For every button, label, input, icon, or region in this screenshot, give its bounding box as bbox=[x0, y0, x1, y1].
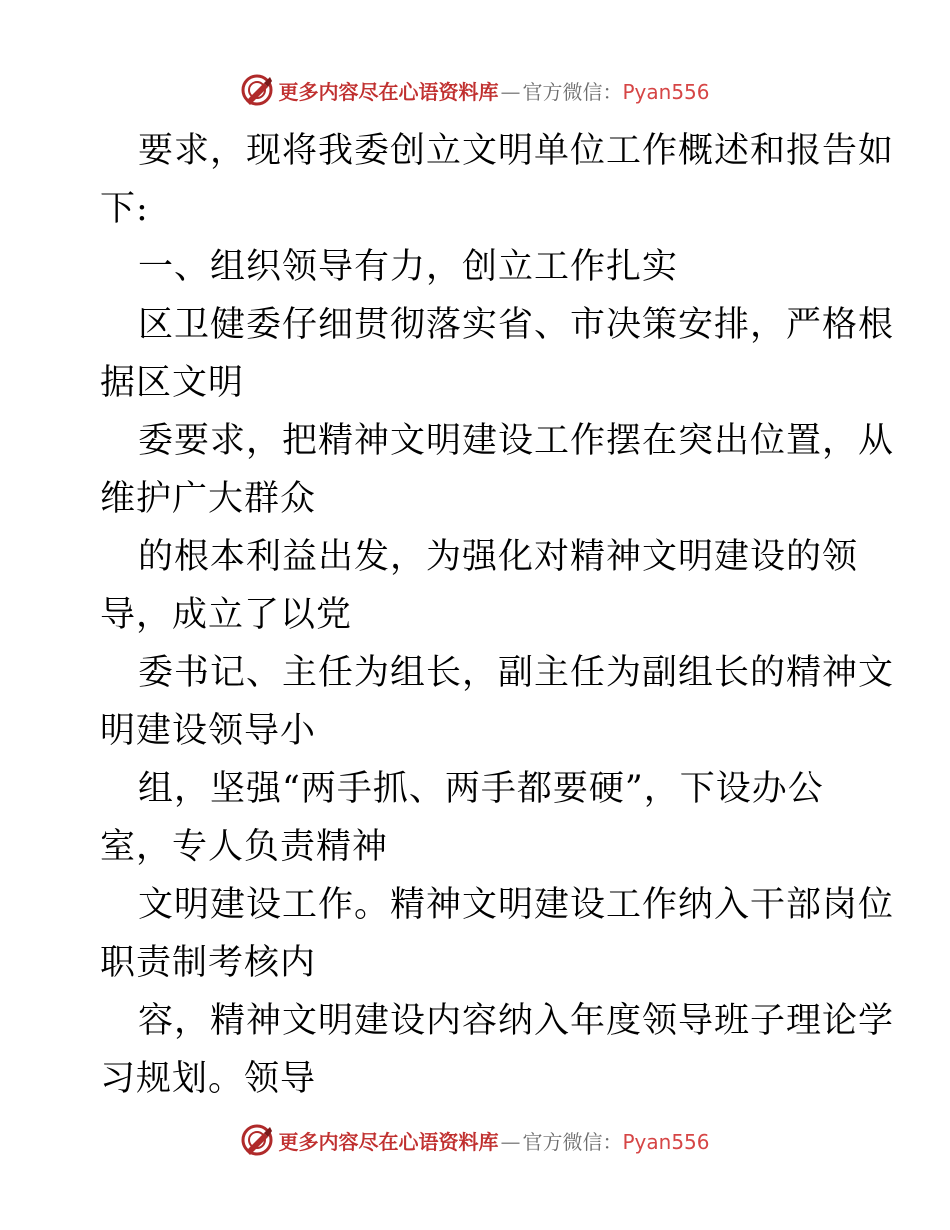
text-line: 区卫健委仔细贯彻落实省、市决策安排，严格根 bbox=[138, 305, 895, 345]
text-line: 室，专人负责精神 bbox=[100, 827, 389, 867]
text-line: 的根本利益出发，为强化对精神文明建设的领 bbox=[138, 537, 859, 577]
text-line: 下: bbox=[100, 189, 149, 229]
text-line: 组，坚强“两手抓、两手都要硬”，下设办公 bbox=[138, 769, 824, 809]
text-line: 委要求，把精神文明建设工作摆在突出位置，从 bbox=[138, 421, 895, 461]
watermark-footer bbox=[0, 1120, 950, 1160]
document-body bbox=[100, 122, 895, 1108]
text-line: 要求，现将我委创立文明单位工作概述和报告如 bbox=[138, 131, 895, 171]
pen-logo-icon bbox=[240, 1123, 274, 1157]
watermark-wechat-id: Pyan556 bbox=[622, 1129, 710, 1154]
watermark-site: 更多内容尽在心语资料库 bbox=[278, 1129, 499, 1154]
text-line: 职责制考核内 bbox=[100, 943, 317, 983]
text-line: 习规划。领导 bbox=[100, 1059, 317, 1099]
text-line: 据区文明 bbox=[100, 363, 245, 403]
watermark-separator: — bbox=[500, 1129, 521, 1154]
text-line: 容，精神文明建设内容纳入年度领导班子理论学 bbox=[138, 1001, 895, 1041]
watermark-wechat-label: 官方微信： bbox=[522, 1129, 623, 1154]
pen-logo-icon bbox=[240, 73, 274, 107]
text-line: 委书记、主任为组长，副主任为副组长的精神文 bbox=[138, 653, 895, 693]
watermark-wechat-label: 官方微信： bbox=[522, 79, 623, 104]
text-line: 导，成立了以党 bbox=[100, 595, 353, 635]
text-line: 文明建设工作。精神文明建设工作纳入干部岗位 bbox=[138, 885, 895, 925]
watermark-header bbox=[0, 70, 950, 110]
watermark-site: 更多内容尽在心语资料库 bbox=[278, 79, 499, 104]
watermark-separator: — bbox=[500, 79, 521, 104]
watermark-text bbox=[278, 1126, 709, 1155]
text-line: 明建设领导小 bbox=[100, 711, 317, 751]
text-line: 一、组织领导有力，创立工作扎实 bbox=[138, 247, 679, 287]
watermark-wechat-id: Pyan556 bbox=[622, 79, 710, 104]
text-line: 维护广大群众 bbox=[100, 479, 317, 519]
watermark-text bbox=[278, 76, 709, 105]
